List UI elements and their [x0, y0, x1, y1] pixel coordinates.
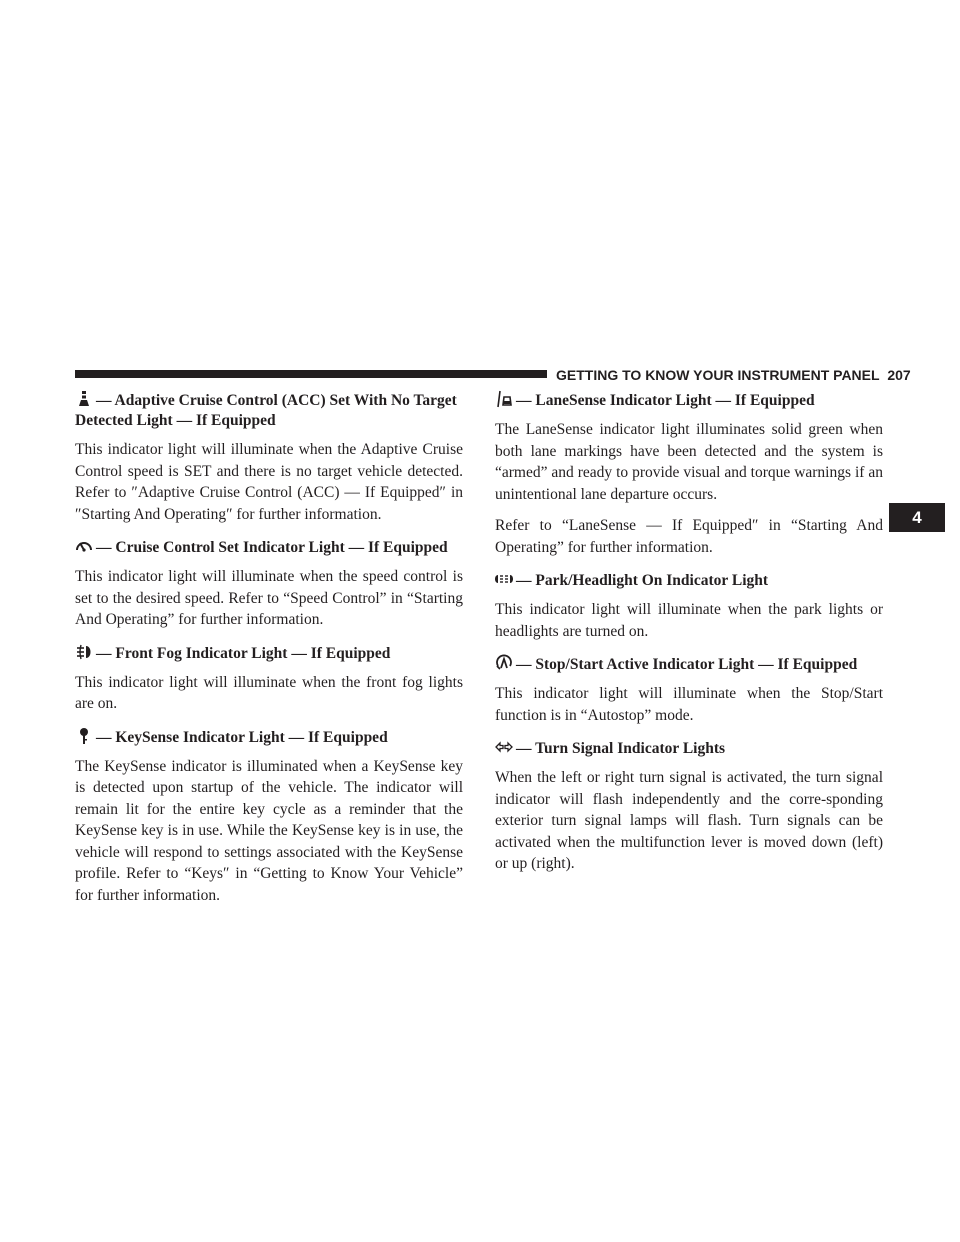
entry-title: — LaneSense Indicator Light — If Equipped: [516, 392, 815, 409]
indicator-entry: [495, 570, 883, 642]
entry-title: — Front Fog Indicator Light — If Equipped: [96, 644, 391, 662]
entry-heading: [495, 570, 883, 591]
entry-title: — Adaptive Cruise Control (ACC) Set With No Target Detected Light — If Equipped: [75, 392, 457, 429]
entry-paragraph: The LaneSense indicator light illuminates solid green when both lane markings have been detected and the system is “armed” and ready to provide visual and torque warnings if an unintentional lane departure occurs.: [495, 421, 883, 503]
entry-heading: [75, 390, 463, 431]
entry-paragraph: When the left or right turn signal is activated, the turn signal indicator will flash independently and the corre-sponding exterior turn signal lamps will flash. Turn signals can be activated when the multifunction lever is moved down (left) or up (right).: [495, 769, 883, 872]
entry-paragraph: This indicator light will illuminate when the park lights or headlights are turned on.: [495, 601, 883, 640]
indicator-entry: [75, 390, 463, 525]
entry-title: — Stop/Start Active Indicator Light — If Equipped: [516, 656, 858, 673]
page-header: [556, 367, 911, 383]
entry-paragraph: This indicator light will illuminate when the front fog lights are on.: [75, 673, 463, 712]
indicator-entry: [495, 390, 883, 558]
entry-title: — Cruise Control Set Indicator Light — If Equipped: [96, 539, 448, 556]
indicator-entry: [75, 537, 463, 631]
page-number: 207: [887, 367, 911, 383]
entry-title: — Turn Signal Indicator Lights: [516, 740, 726, 757]
indicator-entry: [495, 738, 883, 875]
front-fog-light-icon: [75, 643, 93, 661]
entry-paragraph: This indicator light will illuminate when the speed control is set to the desired speed. Refer to “Speed Control” in “Starting And Operating” for further information.: [75, 568, 463, 628]
acc-no-target-icon: [75, 390, 93, 408]
right-column: [495, 390, 883, 887]
turn-signal-icon: [495, 738, 513, 756]
entry-heading: [495, 654, 883, 675]
indicator-entry: [75, 643, 463, 715]
chapter-tab: 4: [889, 503, 945, 532]
lanesense-icon: [495, 390, 513, 408]
key-icon: [75, 727, 93, 745]
entry-heading: [75, 727, 463, 748]
left-column: [75, 390, 463, 918]
entry-paragraph: Refer to “LaneSense — If Equipped″ in “Starting And Operating” for further information.: [495, 517, 883, 556]
entry-paragraph: This indicator light will illuminate when the Stop/Start function is in “Autostop” mode.: [495, 685, 883, 724]
entry-heading: [495, 738, 883, 759]
indicator-entry: [495, 654, 883, 726]
entry-title: — Park/Headlight On Indicator Light: [516, 572, 769, 589]
section-title: GETTING TO KNOW YOUR INSTRUMENT PANEL: [556, 367, 880, 383]
speedometer-icon: [75, 537, 93, 555]
header-rule: [75, 370, 547, 378]
indicator-entry: [75, 727, 463, 907]
entry-paragraph: This indicator light will illuminate when the Adaptive Cruise Control speed is SET and there is no target vehicle detected. Refer to ″Adaptive Cruise Control (ACC) — If Equipped″ in ″Starting And Operating″ for further information.: [75, 441, 463, 523]
entry-heading: [495, 390, 883, 411]
park-headlight-icon: [495, 570, 513, 588]
entry-heading: [75, 643, 463, 664]
entry-paragraph: The KeySense indicator is illuminated when a KeySense key is detected upon startup of the vehicle. The indicator will remain lit for the entire key cycle as a reminder that the KeySense key is in use. While the KeySense key is in use, the vehicle will respond to settings associated with the KeySense profile. Refer to “Keys″ in “Getting to Know Your Vehicle” for further information.: [75, 757, 463, 904]
entry-heading: [75, 537, 463, 558]
entry-title: — KeySense Indicator Light — If Equipped: [96, 728, 388, 746]
stop-start-icon: [495, 654, 513, 672]
